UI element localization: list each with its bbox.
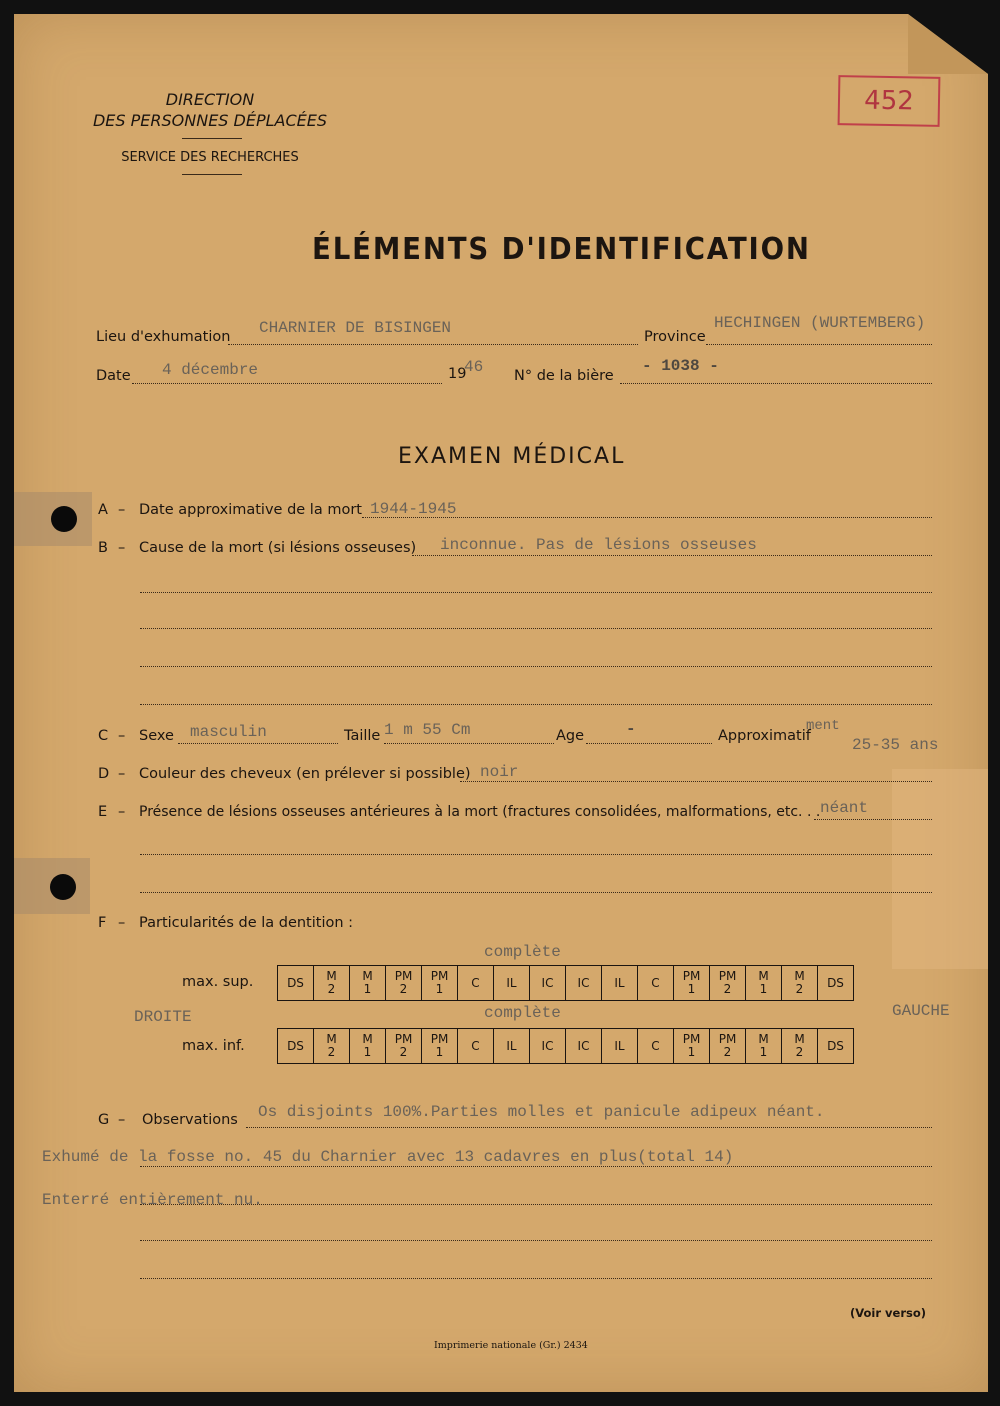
stamp-number: 452 — [838, 75, 941, 127]
date-label: Date — [96, 368, 131, 384]
dotted-line — [384, 743, 554, 744]
tooth-type: PM — [682, 969, 701, 983]
tooth-number: 2 — [795, 1045, 804, 1059]
tooth-cell — [674, 966, 710, 1001]
item-f-letter: F — [98, 915, 107, 931]
year-prefix: 19 — [448, 366, 467, 382]
dotted-line — [140, 592, 932, 593]
dotted-line — [140, 1166, 932, 1167]
dentition-inf-table — [277, 1028, 854, 1064]
dotted-line — [814, 819, 932, 820]
tooth-number: 1 — [759, 982, 768, 996]
folded-corner-flap — [908, 14, 988, 74]
year-value: 46 — [464, 358, 484, 376]
tooth-type: IC — [577, 1038, 590, 1053]
item-g-letter: G — [98, 1112, 110, 1128]
tooth-number: 2 — [399, 1045, 408, 1059]
dotted-line — [140, 892, 932, 893]
tooth-cell — [458, 1029, 494, 1064]
tooth-number: 1 — [687, 982, 696, 996]
printer-footer: Imprimerie nationale (Gr.) 2434 — [434, 1340, 588, 1351]
tooth-cell — [638, 1029, 674, 1064]
tooth-number: 2 — [723, 1045, 732, 1059]
tooth-cell — [422, 1029, 458, 1064]
tooth-type: C — [471, 1038, 480, 1053]
tooth-type: M — [362, 1032, 373, 1046]
tooth-number: 2 — [327, 1045, 336, 1059]
tooth-number: 1 — [435, 1045, 444, 1059]
dotted-line — [586, 743, 712, 744]
document-title: ÉLÉMENTS D'IDENTIFICATION — [312, 232, 811, 267]
age-label: Age — [556, 728, 585, 744]
item-f-label: Particularités de la dentition : — [139, 915, 354, 931]
item-c-letter: C — [98, 728, 109, 744]
tooth-type: IL — [506, 1038, 517, 1053]
dotted-line — [140, 1240, 932, 1241]
tooth-type: M — [794, 969, 805, 983]
tooth-type: IC — [541, 1038, 554, 1053]
item-d-label: Couleur des cheveux (en prélever si possible) — [139, 766, 471, 782]
tooth-number: 2 — [795, 982, 804, 996]
taille-label: Taille — [344, 728, 381, 744]
tooth-type: PM — [682, 1032, 701, 1046]
sexe-label: Sexe — [139, 728, 174, 744]
tooth-cell — [494, 966, 530, 1001]
tooth-cell — [494, 1029, 530, 1064]
item-a-letter: A — [98, 502, 108, 518]
item-d-value: noir — [480, 763, 519, 781]
tooth-type: C — [471, 975, 480, 990]
dotted-line — [140, 628, 932, 629]
tooth-type: IL — [614, 1038, 625, 1053]
tooth-cell — [350, 966, 386, 1001]
tooth-type: DS — [287, 975, 304, 990]
tooth-number: 1 — [759, 1045, 768, 1059]
tooth-type: M — [326, 969, 337, 983]
approx-label: Approximatif — [718, 728, 811, 744]
item-e-label: Présence de lésions osseuses antérieures à la mort (fractures consolidées, malformations, etc. . . — [139, 804, 821, 820]
org-line-1: DIRECTION — [165, 90, 255, 109]
lieu-value: CHARNIER DE BISINGEN — [259, 319, 452, 337]
tooth-number: 2 — [399, 982, 408, 996]
tooth-cell — [422, 966, 458, 1001]
dotted-line — [140, 666, 932, 667]
biere-label: N° de la bière — [514, 368, 614, 384]
dotted-line — [140, 1278, 932, 1279]
tooth-cell — [746, 1029, 782, 1064]
tooth-cell — [710, 966, 746, 1001]
tooth-cell — [278, 966, 314, 1001]
dotted-line — [228, 344, 638, 345]
tooth-cell — [350, 1029, 386, 1064]
tooth-type: M — [326, 1032, 337, 1046]
gauche-label: GAUCHE — [892, 1002, 950, 1020]
dotted-line — [460, 781, 932, 782]
inf-typed: complète — [484, 1004, 561, 1022]
tooth-cell — [278, 1029, 314, 1064]
dotted-line — [140, 854, 932, 855]
dentition-sup-table — [277, 965, 854, 1001]
tooth-cell — [314, 1029, 350, 1064]
tooth-cell — [638, 966, 674, 1001]
dotted-line — [620, 383, 932, 384]
item-g-label: Observations — [142, 1112, 238, 1128]
tooth-type: PM — [718, 1032, 737, 1046]
sexe-value: masculin — [190, 723, 267, 741]
lieu-label: Lieu d'exhumation — [96, 329, 231, 345]
dotted-line — [132, 383, 442, 384]
tooth-cell — [458, 966, 494, 1001]
sup-typed: complète — [484, 943, 561, 961]
dotted-line — [140, 704, 932, 705]
tooth-cell — [386, 1029, 422, 1064]
dotted-line — [246, 1127, 932, 1128]
tooth-cell — [602, 966, 638, 1001]
tooth-type: PM — [430, 969, 449, 983]
province-value: HECHINGEN (WURTEMBERG) — [714, 314, 926, 332]
tooth-type: M — [758, 1032, 769, 1046]
tooth-type: DS — [287, 1038, 304, 1053]
header-rule — [182, 138, 242, 139]
tooth-type: PM — [394, 1032, 413, 1046]
item-b-label: Cause de la mort (si lésions osseuses) — [139, 540, 417, 556]
age-value: - — [626, 720, 636, 738]
tooth-type: PM — [718, 969, 737, 983]
voir-verso: (Voir verso) — [850, 1306, 927, 1320]
tooth-type: DS — [827, 975, 844, 990]
observations-line-3: Enterré entièrement nu. — [42, 1191, 263, 1209]
item-e-value: néant — [820, 799, 869, 817]
tooth-cell — [818, 966, 854, 1001]
header-rule — [182, 174, 242, 175]
tooth-cell — [782, 966, 818, 1001]
dentition-inf-row — [278, 1029, 854, 1064]
stain — [892, 769, 988, 969]
punch-hole — [51, 506, 77, 532]
tooth-number: 1 — [363, 982, 372, 996]
tooth-type: IL — [614, 975, 625, 990]
tooth-cell — [386, 966, 422, 1001]
item-b-value: inconnue. Pas de lésions osseuses — [440, 536, 757, 554]
tooth-type: M — [758, 969, 769, 983]
dentition-sup-row — [278, 966, 854, 1001]
tooth-type: IL — [506, 975, 517, 990]
service-name: SERVICE DES RECHERCHES — [121, 150, 299, 165]
date-value: 4 décembre — [162, 361, 259, 379]
dotted-line — [706, 344, 932, 345]
tooth-cell — [674, 1029, 710, 1064]
tooth-number: 2 — [327, 982, 336, 996]
approx-value-1: ment — [806, 718, 840, 734]
tooth-cell — [746, 966, 782, 1001]
tooth-cell — [710, 1029, 746, 1064]
item-a-label: Date approximative de la mort — [139, 502, 362, 518]
item-a-value: 1944-1945 — [370, 500, 457, 518]
taille-value: 1 m 55 Cm — [384, 721, 471, 739]
inf-label: max. inf. — [182, 1038, 245, 1054]
tooth-number: 1 — [687, 1045, 696, 1059]
section-title: EXAMEN MÉDICAL — [398, 444, 626, 469]
province-label: Province — [644, 329, 706, 345]
droite-label: DROITE — [134, 1008, 192, 1026]
tooth-number: 1 — [435, 982, 444, 996]
biere-value: - 1038 - — [642, 357, 719, 375]
dotted-line — [178, 743, 338, 744]
tooth-cell — [566, 1029, 602, 1064]
tooth-cell — [530, 966, 566, 1001]
tooth-cell — [566, 966, 602, 1001]
punch-hole — [50, 874, 76, 900]
tooth-type: M — [794, 1032, 805, 1046]
tooth-type: IC — [541, 975, 554, 990]
tooth-cell — [602, 1029, 638, 1064]
item-e-letter: E — [98, 804, 108, 820]
sup-label: max. sup. — [182, 974, 254, 990]
tooth-type: PM — [430, 1032, 449, 1046]
document-page: DIRECTION DES PERSONNES DÉPLACÉES SERVICE DES RECHERCHES 452 ÉLÉMENTS D'IDENTIFICATION Lieu d'exhumation CHARNIER DE BISINGEN Province HECHINGEN (WURTEMBERG) Date 4 décembre 19 46 N° de la bière - 1038 - EXAMEN MÉDICAL A – Date approximative de la mort 1944-1945 B – Cause de la mort (si lésions osseuses) inconnue. Pas de lésions osseuses C – Sexe masculin Taille 1 m 55 Cm Age - Approximatif ment 25-35 ans D – Couleur des cheveux (en prélever si possible) noir E – Présence de lésions osseuses antérieures à la mort (fractures consolidées, malformations, etc. . . néant F – Particularités de la dentition : complète max. sup. DS M 2 M 1 PM 2 PM 1 C IL IC IC IL C PM 1 PM 2 M 1 M 2 DS DROITE complète GAUCHE max. inf. DS M 2 M 1 PM 2 PM 1 C IL IC IC IL C PM 1 PM 2 M 1 M 2 DS G – Observations Os disjoints 100%.Parties molles et panicule adipeux néant. Exhumé de la fosse no. 45 du Charnier avec 13 cadavres en plus(total 14) Enterré entièrement nu. (Voir verso) Imprimerie nationale (Gr.) 2434 — [14, 14, 988, 1392]
item-b-letter: B — [98, 540, 108, 556]
item-d-letter: D — [98, 766, 110, 782]
tooth-type: C — [651, 1038, 660, 1053]
tooth-cell — [818, 1029, 854, 1064]
tooth-type: PM — [394, 969, 413, 983]
tooth-type: IC — [577, 975, 590, 990]
approx-value-2: 25-35 ans — [852, 736, 939, 754]
tooth-number: 2 — [723, 982, 732, 996]
tooth-cell — [530, 1029, 566, 1064]
tooth-number: 1 — [363, 1045, 372, 1059]
dotted-line — [412, 555, 932, 556]
tooth-type: C — [651, 975, 660, 990]
tooth-type: M — [362, 969, 373, 983]
tooth-cell — [314, 966, 350, 1001]
tooth-type: DS — [827, 1038, 844, 1053]
observations-line-1: Os disjoints 100%.Parties molles et panicule adipeux néant. — [258, 1103, 825, 1121]
tooth-cell — [782, 1029, 818, 1064]
org-line-2: DES PERSONNES DÉPLACÉES — [92, 111, 328, 130]
observations-line-2: Exhumé de la fosse no. 45 du Charnier avec 13 cadavres en plus(total 14) — [42, 1148, 734, 1166]
